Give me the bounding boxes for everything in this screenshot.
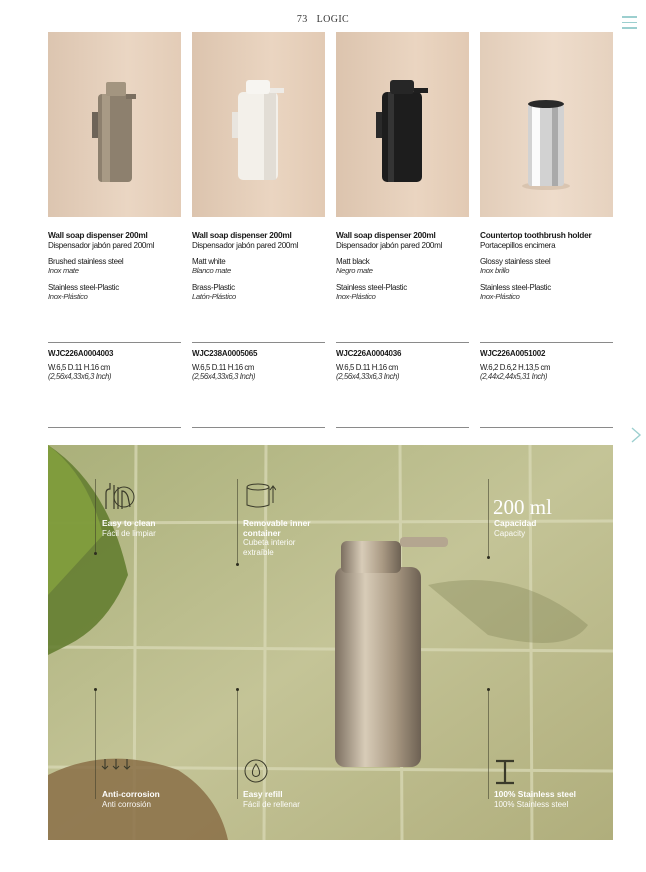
callout-dot [487, 688, 490, 691]
callout-dot [487, 556, 490, 559]
product-dimensions-inch: (2,44x2,44x5,31 Inch) [480, 372, 548, 381]
product-photo [48, 32, 181, 217]
product-title: Wall soap dispenser 200ml [48, 230, 148, 240]
chevron-right-icon[interactable] [630, 426, 642, 444]
divider [480, 342, 613, 343]
product-card [192, 32, 325, 381]
product-dimensions: W.6,5 D.11 H.16 cm [192, 363, 254, 372]
soap-dispenser-image [336, 32, 469, 217]
product-code: WJC226A0051002 [480, 349, 546, 358]
product-material: Brass-Plastic [192, 283, 235, 292]
product-finish: Brushed stainless steel [48, 257, 124, 266]
product-code: WJC226A0004036 [336, 349, 402, 358]
soap-dispenser-image [48, 32, 181, 217]
product-subtitle: Dispensador jabón pared 200ml [192, 241, 299, 250]
callout-line [95, 479, 96, 555]
product-title: Wall soap dispenser 200ml [336, 230, 436, 240]
product-title: Countertop toothbrush holder [480, 230, 592, 240]
product-card [48, 32, 181, 381]
callout-line [488, 689, 489, 799]
callout-line [95, 689, 96, 799]
product-dimensions: W.6,2 D.6,2 H.13,5 cm [480, 363, 551, 372]
product-photo [336, 32, 469, 217]
divider [336, 342, 469, 343]
product-finish: Matt black [336, 257, 370, 266]
product-subtitle: Dispensador jabón pared 200ml [48, 241, 155, 250]
steel-beam-icon [494, 759, 516, 785]
callout-dot [94, 688, 97, 691]
product-dimensions: W.6,5 D.11 H.16 cm [48, 363, 110, 372]
product-material-es: Inox-Plástico [336, 292, 376, 301]
callout-line [237, 479, 238, 565]
callout-dot [94, 552, 97, 555]
product-code: WJC226A0004003 [48, 349, 114, 358]
product-finish-es: Negro mate [336, 266, 373, 275]
product-material-es: Inox-Plástico [48, 292, 88, 301]
soap-dispenser-image [192, 32, 325, 217]
product-dimensions-inch: (2,56x4,33x6,3 Inch) [48, 372, 112, 381]
product-material: Stainless steel-Plastic [336, 283, 407, 292]
capacity-value: 200 ml [493, 495, 552, 519]
product-material-es: Inox-Plástico [480, 292, 520, 301]
product-finish: Glossy stainless steel [480, 257, 551, 266]
product-photo [192, 32, 325, 217]
product-dimensions-inch: (2,56x4,33x6,3 Inch) [192, 372, 256, 381]
feature-stainless-steel: 100% Stainless steel 100% Stainless steel [494, 789, 576, 809]
callout-line [488, 479, 489, 559]
divider [480, 427, 613, 428]
divider [192, 342, 325, 343]
divider [48, 342, 181, 343]
callout-dot [236, 563, 239, 566]
page-header [0, 14, 646, 25]
product-card [480, 32, 613, 381]
product-code: WJC238A0005065 [192, 349, 258, 358]
product-material-es: Latón-Plástico [192, 292, 236, 301]
product-material: Stainless steel-Plastic [480, 283, 551, 292]
feature-anti-corrosion: Anti-corrosion Anti corrosión [102, 789, 160, 809]
product-photo [480, 32, 613, 217]
product-subtitle: Portacepillos encimera [480, 241, 556, 250]
product-finish-es: Inox mate [48, 266, 79, 275]
product-finish: Matt white [192, 257, 226, 266]
feature-removable-container: Removable inner container Cubeta interior extraíble [243, 518, 311, 557]
callout-dot [236, 688, 239, 691]
callout-line [237, 689, 238, 799]
feature-capacity: Capacidad Capacity [494, 518, 537, 538]
feature-easy-refill: Easy refill Fácil de rellenar [243, 789, 300, 809]
divider [192, 427, 325, 428]
feature-hero-image [48, 445, 613, 840]
arrows-down-icon [100, 757, 134, 773]
container-icon [244, 481, 276, 509]
product-material: Stainless steel-Plastic [48, 283, 119, 292]
hand-wipe-icon [100, 479, 138, 515]
page-number: 73 [296, 14, 308, 25]
product-card [336, 32, 469, 381]
product-title: Wall soap dispenser 200ml [192, 230, 292, 240]
collection-name: LOGIC [316, 14, 350, 25]
refill-drop-icon [242, 757, 270, 785]
product-finish-es: Inox brillo [480, 266, 510, 275]
product-subtitle: Dispensador jabón pared 200ml [336, 241, 443, 250]
product-finish-es: Blanco mate [192, 266, 231, 275]
divider [48, 427, 181, 428]
product-dimensions-inch: (2,56x4,33x6,3 Inch) [336, 372, 400, 381]
divider [336, 427, 469, 428]
menu-icon[interactable] [622, 16, 637, 29]
product-dimensions: W.6,5 D.11 H.16 cm [336, 363, 398, 372]
toothbrush-holder-image [480, 32, 613, 217]
feature-easy-clean: Easy to clean Fácil de limpiar [102, 518, 156, 538]
